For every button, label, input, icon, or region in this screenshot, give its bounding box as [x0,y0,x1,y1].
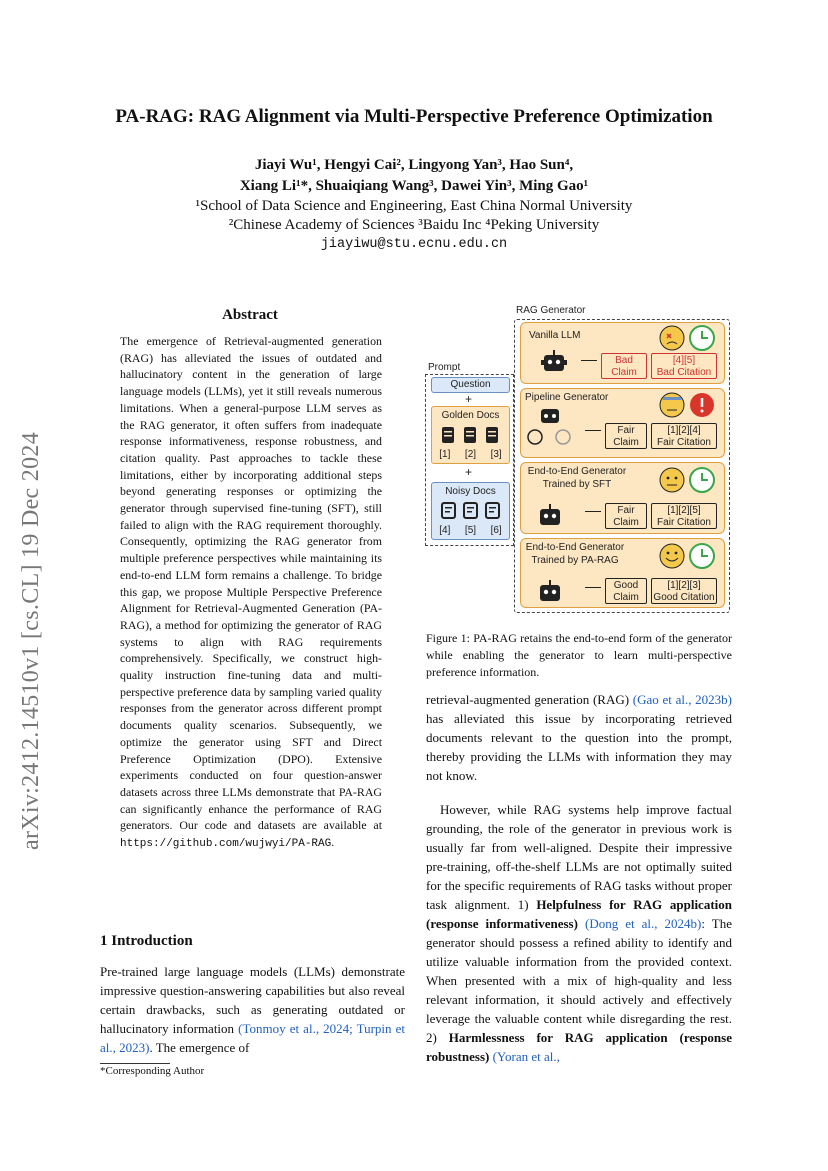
arrow-icon [585,430,601,431]
noisy-doc-id: [4] [439,525,451,536]
document-icon [432,501,509,521]
noisy-docs-label: Noisy Docs [445,486,496,497]
robot-icon [537,503,563,527]
right-paragraph-2 [426,800,732,1066]
neutral-face-clock-icon [658,391,718,419]
bold-term: Harmlessness for RAG application (response robustness) [426,1030,732,1064]
footnote: *Corresponding Author [100,1065,205,1077]
robot-icon [537,579,563,603]
plus-sign-1: + [465,392,473,406]
citation[interactable]: (Dong et al., 2024b) [584,916,702,931]
citation-ids: [1][2][5] [667,505,701,516]
citation-quality: Bad Citation [656,367,712,378]
claim-box: Good Claim [605,578,647,604]
arrow-icon [581,360,597,361]
bold-term: Helpfulness for RAG application (response informativeness) [426,897,732,931]
claim-box: Fair Claim [605,423,647,449]
rag-generator-label: RAG Generator [516,305,586,316]
citation-ids: [1][2][4] [667,425,701,436]
question-box: Question [431,377,510,393]
abstract-heading: Abstract [222,307,278,323]
citation-box [651,423,717,449]
abstract-text: The emergence of Retrieval-augmented generation (RAG) has alleviated the issues of outdated and hallucinatory content in the generation of large language models (LLMs), yet it still reveals numerous limitations. When a general-purpose LLM serves as the RAG generator, it often suffers from inadequate response informativeness, response robustness, and citation quality. Past approaches to tackle these limitations, either by incorporating additional steps beyond generating responses or optimizing the generator through supervised fine-tuning (SFT), still failed to align with the RAG requirement thoroughly. Consequently, optimizing the RAG generator from multiple preference perspectives while maintaining its end-to-end LLM form remains a challenge. To bridge this gap, we propose Multiple Perspective Preference Alignment for Retrieval-Augmented Generation (PA-RAG), a method for optimizing the generator of RAG systems to align with RAG requirements comprehensively. Specifically, we construct high-quality instruction fine-tuning data and multi-perspective preference data by sampling varied quality responses from the generator across different prompt documents quality scenarios. Subsequently, we optimize the generator using SFT and Direct Preference Optimization (DPO). Extensive experiments conducted on four question-answer datasets across three LLMs demonstrate that PA-RAG can significantly enhance the performance of RAG generators. Our code and datasets are available at [120,334,382,833]
pa-rag-generator-row [520,538,725,608]
citation[interactable]: (Yoran et al., [492,1049,560,1064]
happy-face-clock-icon [658,542,718,570]
arrow-icon [585,587,601,588]
right-paragraph-1 [426,690,732,785]
section-heading-introduction: 1 Introduction [100,933,193,949]
generator-name: End-to-End Generator Trained by PA-RAG [525,542,625,566]
text: However, while RAG systems help improve factual grounding, the role of the generator in previous work is usually far from well-aligned. Despite their impressive pre-training, off-the-shelf LLMs are not optimally suited for the specific requirements of RAG tasks without proper task alignment. 1) [426,802,732,912]
citation-box [651,503,717,529]
pipeline-generator-row [520,388,725,458]
intro-paragraph [100,962,405,1057]
intro-text: Pre-trained large language models (LLMs) demonstrate impressive question-answering capabilities but also reveal certain drawbacks, such as generating outdated or hallucinatory information [100,964,405,1036]
text: : The generator should possess a refined ability to identify and utilize valuable information from the provided context. When presented with a mix of high-quality and less relevant information, it should actively and effectively leverage the valuable content while disregarding the rest. 2) [426,916,733,1045]
figure-caption: Figure 1: PA-RAG retains the end-to-end form of the generator while enabling the generator to learn multi-perspective preference information. [426,631,732,679]
neutral-face-clock-icon [658,466,718,494]
paper-title: PA-RAG: RAG Alignment via Multi-Perspective Preference Optimization [115,106,713,127]
sft-generator-row [520,462,725,534]
pipeline-robots-icon [523,405,583,453]
abstract-code-link[interactable]: https://github.com/wujwyi/PA-RAG [120,838,332,851]
golden-docs-box [431,406,510,464]
intro-citation[interactable]: (Tonmoy et al., 2024; Turpin et al., 2023) [100,1021,406,1055]
noisy-doc-id: [6] [490,525,502,536]
text: retrieval-augmented generation (RAG) [426,692,630,707]
vanilla-llm-row [520,322,725,384]
robot-icon [541,349,567,373]
citation-ids: [1][2][3] [667,580,701,591]
prompt-label: Prompt [428,362,461,373]
document-icon [432,425,509,445]
affiliation-line-1: ¹School of Data Science and Engineering, East China Normal University [195,198,633,214]
arxiv-identifier: arXiv:2412.14510v1 [cs.CL] 19 Dec 2024 [18,432,44,850]
citation-box [651,578,717,604]
golden-doc-id: [3] [490,449,502,460]
generator-name: Pipeline Generator [525,392,609,403]
abstract-body: The emergence of Retrieval-augmented generation (RAG) has alleviated the issues of outdated and hallucinatory content in the generation of large language models (LLMs), yet it still reveals numerous limitations. When a general-purpose LLM serves as the RAG generator, it often suffers from inadequate response informativeness, response robustness, and citation quality. Past approaches to tackle these limitations, either by incorporating additional steps beyond generating responses or optimizing the generator through supervised fine-tuning (SFT), still failed to align with the RAG requirement thoroughly. Consequently, optimizing the RAG generator from multiple preference perspectives while maintaining its end-to-end LLM form remains a challenge. To bridge this gap, we propose Multiple Perspective Preference Alignment for Retrieval-Augmented Generation (PA-RAG), a method for optimizing the generator of RAG systems to align with RAG requirements comprehensively. Specifically, we construct high-quality instruction fine-tuning data and multi-perspective preference data by sampling varied quality responses from the generator across different prompt documents quality scenarios. Subsequently, we optimize the generator using SFT and Direct Preference Optimization (DPO). Extensive experiments conducted on four question-answer datasets across three LLMs demonstrate that PA-RAG can significantly enhance the performance of RAG generators. Our code and datasets are available at https://github.com/wujwyi/PA-RAG. [120,334,382,851]
golden-doc-id: [2] [464,449,477,460]
plus-sign-2: + [465,465,473,479]
sad-face-clock-icon [658,324,718,352]
author-email: jiayiwu@stu.ecnu.edu.cn [320,237,508,252]
authors-line-2: Xiang Li¹*, Shuaiqiang Wang³, Dawei Yin³, Ming Gao¹ [239,178,589,194]
generator-name: End-to-End Generator Trained by SFT [527,466,627,490]
golden-doc-id: [1] [439,449,451,460]
intro-tail: . The emergence of [149,1040,250,1055]
authors-line-1: Jiayi Wu¹, Hengyi Cai², Lingyong Yan³, Hao Sun⁴, [254,157,574,173]
footnote-rule [100,1063,170,1064]
noisy-docs-box [431,482,510,540]
citation-ids: [4][5] [672,355,696,366]
claim-box: Bad Claim [601,353,647,379]
golden-docs-label: Golden Docs [441,410,500,421]
text: has alleviated this issue by incorporating retrieved documents relevant to the question into the prompt, thereby providing the LLMs with information they may not know. [426,711,732,783]
citation-quality: Good Citation [653,592,715,603]
noisy-doc-id: [5] [464,525,477,536]
generator-name: Vanilla LLM [529,330,581,341]
citation[interactable]: (Gao et al., 2023b) [632,692,732,707]
affiliation-line-2: ²Chinese Academy of Sciences ³Baidu Inc ⁴Peking University [228,217,600,233]
citation-quality: Fair Citation [657,517,711,528]
citation-quality: Fair Citation [657,437,711,448]
arrow-icon [585,511,601,512]
citation-box [651,353,717,379]
claim-box: Fair Claim [605,503,647,529]
